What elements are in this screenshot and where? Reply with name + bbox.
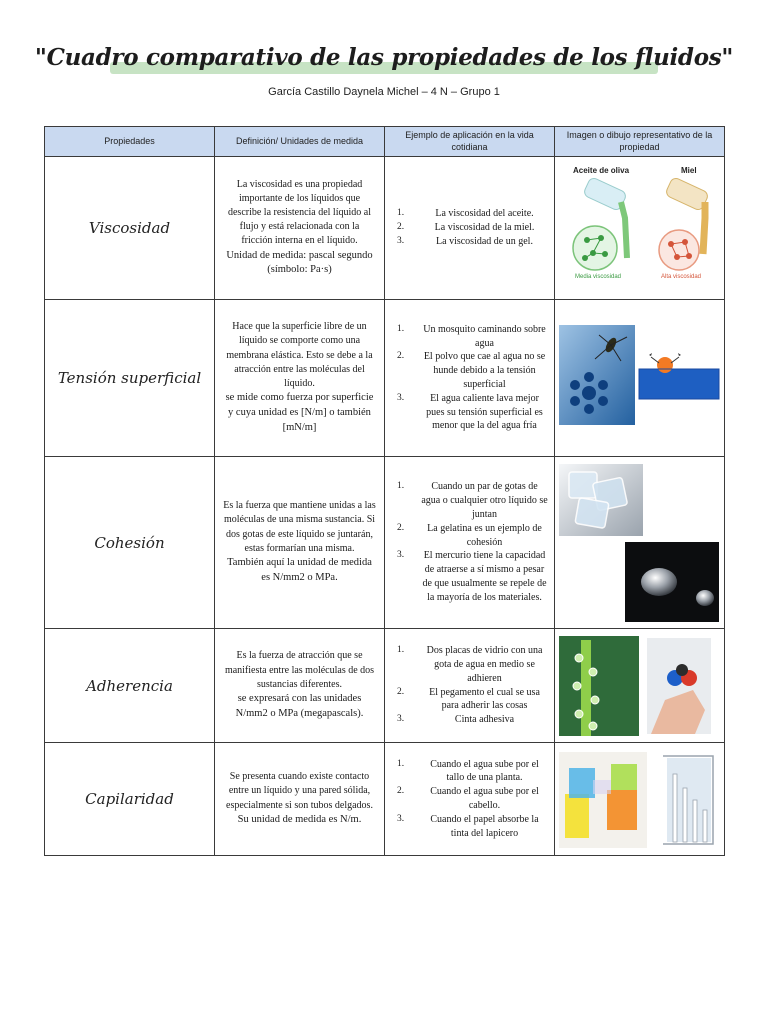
example-item: 1. La viscosidad del aceite. (397, 208, 534, 220)
example-item: 3. Cuando el papel absorbe la tinta del lapicero (397, 813, 539, 839)
examples-cell (385, 743, 555, 856)
image-cell (555, 743, 725, 856)
magnets-hand-photo (647, 638, 711, 734)
viscosity-illustration (555, 158, 723, 299)
example-item: 1. Un mosquito caminando sobre agua (397, 323, 546, 349)
examples-list (389, 323, 548, 433)
definition-cell (215, 457, 385, 629)
definition-text: Es la fuerza que mantiene unidas a las moléculas de una misma sustancia. Si dos gotas de este líquido se juntarán, estas formarían una misma. (223, 500, 376, 554)
capillary-tubes-diagram (663, 756, 713, 844)
unit-text: se mide como fuerza por superficie y cuya unidad es [N/m] o también [mN/m] (225, 392, 374, 433)
example-item: 2. La gelatina es un ejemplo de cohesión (397, 522, 542, 548)
example-item: 2. La viscosidad de la miel. (397, 222, 535, 234)
title-area (0, 40, 768, 90)
adhesion-illustration (555, 630, 723, 742)
header-example: Ejemplo de aplicación en la vida cotidiana (385, 127, 555, 157)
property-name: Cohesión (45, 457, 215, 629)
example-item: 1. Dos placas de vidrio con una gota de agua en medio se adhieren (397, 645, 543, 684)
example-item: 3. El mercurio tiene la capacidad de atraerse a sí mismo a pesar de que usualmente se repele de la mayoría de los materiales. (397, 550, 547, 603)
property-name: Tensión superficial (45, 300, 215, 457)
table-row-tension-superficial (45, 300, 725, 457)
example-item: 2. Cuando el agua sube por el cabello. (397, 786, 539, 811)
definition-text: Hace que la superficie libre de un líquido se comporte como una membrana elástica. Esto se debe a la atracción entre las moléculas del líquido. (226, 321, 373, 389)
definition-cell (215, 157, 385, 300)
image-cell (555, 300, 725, 457)
surface-tension-illustration (555, 301, 723, 456)
mercury-drops-photo (625, 542, 719, 622)
oil-molecules-icon (573, 226, 617, 270)
example-item: 3. Cinta adhesiva (397, 714, 515, 726)
cohesion-illustration (555, 458, 723, 628)
unit-text: Unidad de medida: pascal segundo (símbolo: Pa·s) (226, 249, 373, 276)
example-item: 2. El polvo que cae al agua no se hunde debido a la tensión superficial (397, 351, 546, 390)
examples-cell (385, 157, 555, 300)
header-definition: Definición/ Unidades de medida (215, 127, 385, 157)
table-row-cohesion (45, 457, 725, 629)
table-row-viscosidad (45, 157, 725, 300)
header-properties: Propiedades (45, 127, 215, 157)
table-header-row (45, 127, 725, 157)
ice-cubes-photo (559, 464, 643, 536)
examples-list (389, 480, 548, 604)
definition-text: La viscosidad es una propiedad importante de los líquidos que describe la resistencia del líquido al flujo y está relacionada con la fricción interna en el líquido. (227, 178, 371, 247)
label-miel: Miel (681, 165, 697, 175)
definition-cell (215, 629, 385, 743)
examples-list (389, 758, 548, 841)
example-item: 1. Cuando el agua sube por el tallo de una planta. (397, 758, 539, 784)
examples-cell (385, 629, 555, 743)
colored-cups-photo (559, 752, 647, 848)
capillarity-illustration (555, 744, 723, 855)
honey-molecules-icon (659, 230, 699, 270)
water-strider-photo (559, 325, 635, 425)
image-cell (555, 157, 725, 300)
header-image: Imagen o dibujo representativo de la propiedad (555, 127, 725, 157)
unit-text: Su unidad de medida es N/m. (237, 813, 362, 825)
property-name: Viscosidad (45, 157, 215, 300)
unit-text: También aquí la unidad de medida es N/mm2 o MPa. (227, 556, 372, 583)
definition-text: Es la fuerza de atracción que se manifiesta entre las moléculas de dos sustancias diferentes. (224, 650, 375, 690)
property-name: Capilaridad (45, 743, 215, 856)
table-row-capilaridad (45, 743, 725, 856)
table-row-adherencia (45, 629, 725, 743)
example-item: 3. La viscosidad de un gel. (397, 235, 533, 247)
image-cell (555, 457, 725, 629)
examples-cell (385, 300, 555, 457)
property-name: Adherencia (45, 629, 215, 743)
label-alta-viscosidad: Alta viscosidad (661, 273, 702, 280)
example-item: 1. Cuando un par de gotas de agua o cualquier otro líquido se juntan (397, 481, 548, 520)
unit-text: se expresará con las unidades N/mm2 o MPa (megapascals). (235, 692, 364, 719)
droplet-diagram (639, 353, 719, 399)
definition-text: Se presenta cuando existe contacto entre un líquido y una pared sólida, especialmente si son tubos delgados. (226, 771, 373, 811)
page-title: "Cuadro comparativo de las propiedades de los fluidos" (34, 44, 734, 71)
example-item: 3. El agua caliente lava mejor pues su tensión superficial es menor que la del agua fría (397, 392, 543, 432)
image-cell (555, 629, 725, 743)
label-aceite: Aceite de oliva (573, 165, 630, 175)
label-media-viscosidad: Media viscosidad (575, 273, 622, 280)
examples-list (389, 207, 548, 248)
examples-cell (385, 457, 555, 629)
examples-list (389, 644, 548, 727)
comparison-table (44, 126, 725, 856)
example-item: 2. El pegamento el cual se usa para adherir las cosas (397, 686, 540, 712)
author-line: García Castillo Daynela Michel – 4 N – Grupo 1 (268, 86, 500, 98)
definition-cell (215, 743, 385, 856)
definition-cell (215, 300, 385, 457)
plant-drops-photo (559, 636, 639, 736)
